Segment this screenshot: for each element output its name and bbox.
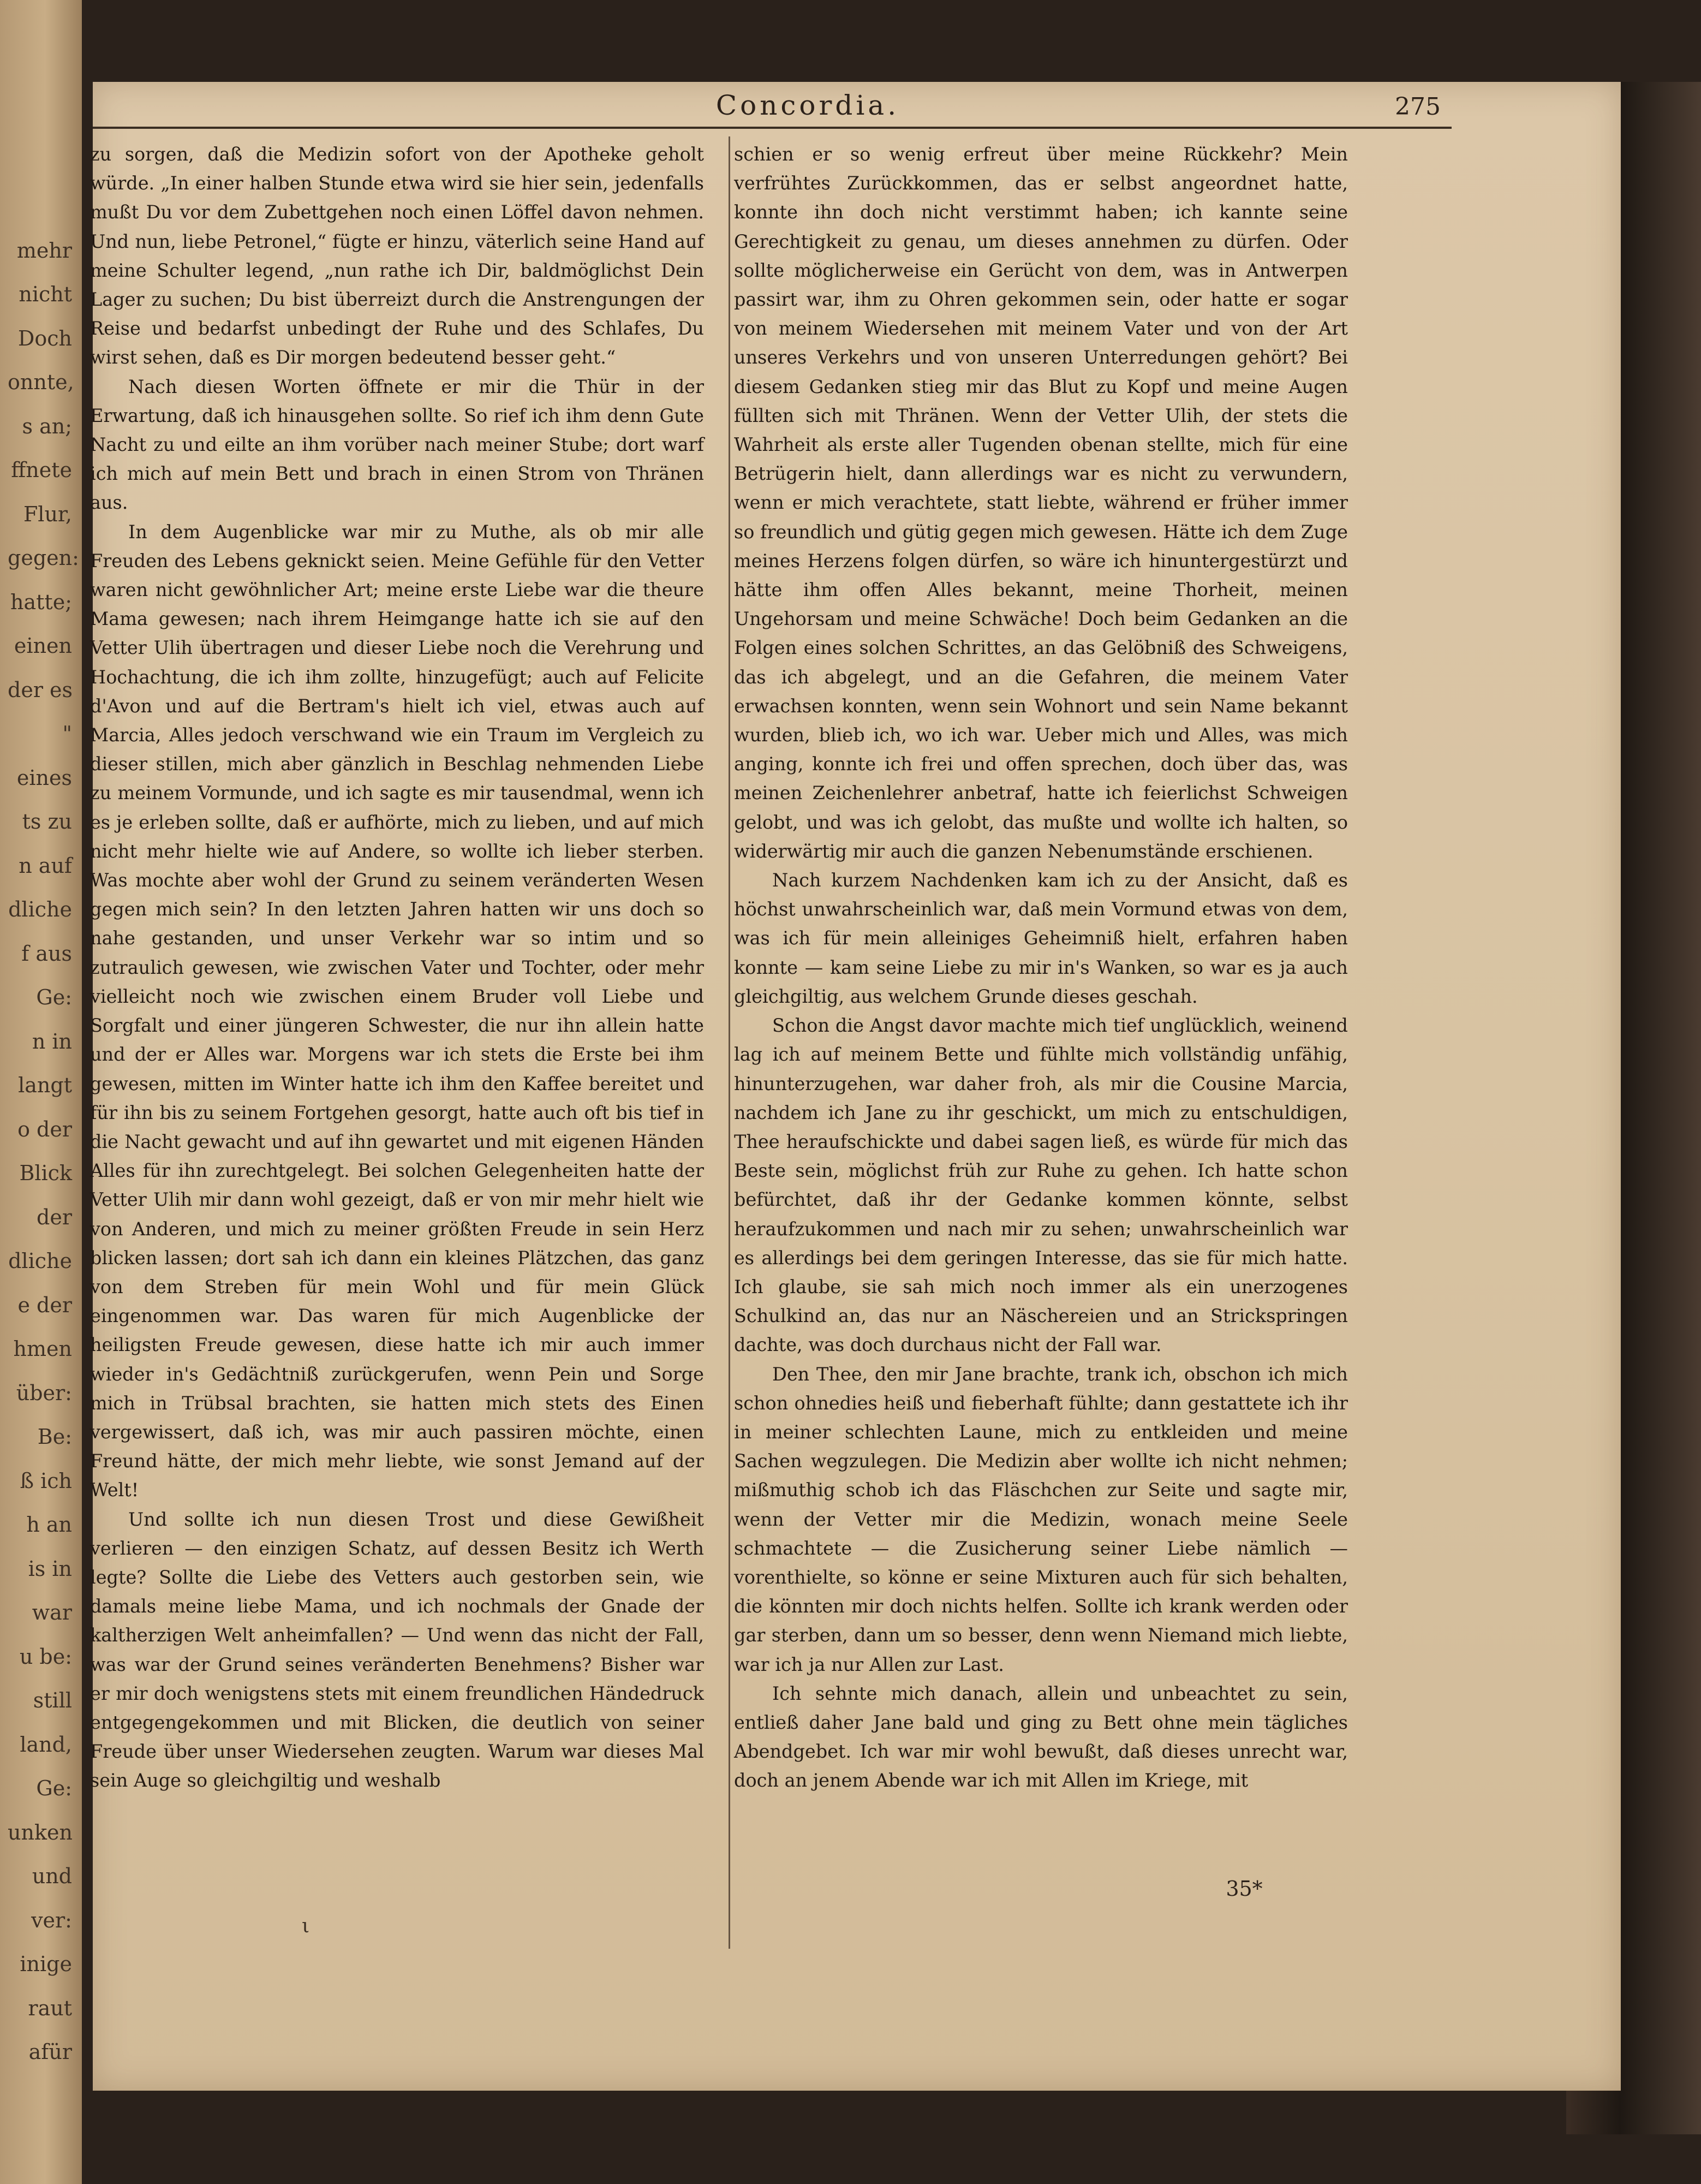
facing-page-word-fragment: der: [37, 1205, 72, 1229]
facing-page-word-fragment: onnte,: [8, 370, 74, 394]
facing-page-word-fragment: f aus: [21, 942, 72, 966]
facing-page-word-fragment: ver:: [31, 1908, 72, 1932]
header-rule: [93, 127, 1452, 129]
facing-page-word-fragment: hmen: [13, 1337, 72, 1361]
facing-page-word-fragment: n in: [32, 1029, 72, 1054]
column-divider: [729, 136, 730, 1949]
facing-page-word-fragment: afür: [28, 2040, 72, 2064]
paragraph: Nach kurzem Nachdenken kam ich zu der Ansicht, daß es höchst unwahrscheinlich war, daß mein Vormund etwas von dem, was ich für mein alleiniges Geheimniß hielt, erfahren haben konnte — kam seine Liebe zu mir in's Wanken, so war es ja auch gleichgiltig, aus welchem Grunde dieses geschah.: [734, 870, 1348, 1007]
paragraph: Ich sehnte mich danach, allein und unbeachtet zu sein, entließ daher Jane bald und ging zu Bett ohne mein tägliches Abendgebet. Ich war mir wohl bewußt, daß dieses unrecht war, doch an jenem Abende war ich mit Allen im Kriege, mit: [734, 1682, 1348, 1792]
facing-page-word-fragment: is in: [28, 1557, 72, 1581]
paragraph: schien er so wenig erfreut über meine Rückkehr? Mein verfrühtes Zurückkommen, das er selbst angeordnet hatte, konnte ihn doch nicht verstimmt haben; ich kannte seine Gerechtigkeit zu genau, um dieses annehmen zu dürfen. Oder sollte möglicherweise ein Gerücht von dem, was in Antwerpen passirt war, ihm zu Ohren gekommen sein, oder hatte er sogar von meinem Wiedersehen mit meinem Vater und von der Art unseres Verkehrs und von unseren Unterredungen gehört? Bei diesem Gedanken stieg mir das Blut zu Kopf und meine Augen füllten sich mit Thränen. Wenn der Vetter Ulih, der stets die Wahrheit als erste aller Tugenden obenan stellte, mich für eine Betrügerin hielt, dann allerdings war es nicht zu verwundern, wenn er mich verachtete, statt liebte, während er früher immer so freundlich und gütig gegen mich gewesen. Hätte ich dem Zuge meines Herzens folgen dürfen, so wäre ich hinuntergestürzt und hätte ihm offen Alles bekannt, meine Thorheit, meinen Ungehorsam und meine Schwäche! Doch beim Gedanken an die Folgen eines solchen Schrittes, an das Gelöbniß des Schweigens, das ich abgelegt, und an die Gefahren, die meinem Vater erwachsen konnten, wenn sein Wohnort und sein Name bekannt wurden, blieb ich, wo ich war. Ueber mich und Alles, was mich anging, konnte ich frei und offen sprechen, doch über das, was meinen Zeichenlehrer anbetraf, hatte ich feierlichst Schweigen gelobt, und was ich gelobt, das mußte und wollte ich halten, so widerwärtig mir auch die ganzen Nebenumstände erschienen.: [734, 144, 1348, 862]
paragraph: Den Thee, den mir Jane brachte, trank ich, obschon ich mich schon ohnedies heiß und fieberhaft fühlte; dann gestattete ich ihr in meiner schlechten Laune, mich zu entkleiden und meine Sachen wegzulegen. Die Medizin aber wollte ich nicht nehmen; mißmuthig schob ich das Fläschchen zur Seite und sagte mir, wenn der Vetter mir die Medizin, wonach meine Seele schmachtete — die Zusicherung seiner Liebe nämlich — vorenthielte, so könne er seine Mixturen auch für sich behalten, die könnten mir doch nichts helfen. Sollte ich krank werden oder gar sterben, dann um so besser, denn wenn Niemand mich liebte, war ich ja nur Allen zur Last.: [734, 1363, 1348, 1675]
paragraph: In dem Augenblicke war mir zu Muthe, als ob mir alle Freuden des Lebens geknickt seien. Meine Gefühle für den Vetter waren nicht gewöhnlicher Art; meine erste Liebe war die theure Mama gewesen; nach ihrem Heimgange hatte ich sie auf den Vetter Ulih übertragen und dieser Liebe noch die Verehrung und Hochachtung, die ich ihm zollte, hinzugefügt; auch auf Felicite d'Avon und auf die Bertram's hielt ich viel, etwas auch auf Marcia, Alles jedoch verschwand wie ein Traum im Vergleich zu dieser stillen, mich aber gänzlich in Beschlag nehmenden Liebe zu meinem Vormunde, und ich sagte es mir tausendmal, wenn ich es je erleben sollte, daß er aufhörte, mich zu lieben, und auf mich nicht mehr hielte wie auf Andere, so wollte ich lieber sterben. Was mochte aber wohl der Grund zu seinem veränderten Wesen gegen mich sein? In den letzten Jahren hatten wir uns doch so nahe gestanden, und unser Verkehr war so intim und so zutraulich gewesen, wie zwischen Vater und Tochter, oder mehr vielleicht noch wie zwischen einem Bruder voll Liebe und Sorgfalt und einer jüngeren Schwester, die nur ihn allein hatte und der er Alles war. Morgens war ich stets die Erste bei ihm gewesen, mitten im Winter hatte ich ihm den Kaffee bereitet und für ihn bis zu seinem Fortgehen gesorgt, hatte auch oft bis tief in die Nacht gewacht und auf ihn gewartet und mit eigenen Händen Alles für ihn zurechtgelegt. Bei solchen Gelegenheiten hatte der Vetter Ulih mir dann wohl gezeigt, daß er von mir mehr hielt wie von Anderen, und mich zu meiner größten Freude in sein Herz blicken lassen; dort sah ich dann ein kleines Plätzchen, das ganz von dem Streben für mein Wohl und für mein Glück eingenommen war. Das waren für mich Augenblicke der heiligsten Freude gewesen, diese hatte ich mir auch immer wieder in's Gedächtniß zurückgerufen, wenn Pein und Sorge mich in Trübsal brachten, sie hatten mich stets des Einen vergewissert, daß ich, was mir auch passiren möchte, einen Freund hätte, der mich mehr liebte, wie sonst Jemand auf der Welt!: [90, 521, 704, 1501]
facing-page-word-fragment: e der: [17, 1293, 72, 1317]
facing-page-word-fragment: h an: [26, 1513, 72, 1537]
facing-page-word-fragment: o der: [17, 1117, 72, 1141]
page-mark: ι: [301, 1915, 310, 1937]
facing-page-word-fragment: n auf: [19, 854, 72, 878]
facing-page-word-fragment: ts zu: [22, 810, 72, 834]
facing-page-word-fragment: gegen:: [8, 546, 79, 570]
facing-page-word-fragment: Blick: [19, 1161, 72, 1185]
facing-page-word-fragment: inige: [20, 1952, 72, 1976]
facing-page-fragment: [0, 0, 82, 2184]
facing-page-word-fragment: Be:: [37, 1425, 72, 1449]
facing-page-word-fragment: über:: [16, 1381, 72, 1405]
facing-page-word-fragment: dliche: [8, 1249, 72, 1273]
page-number: 275: [1395, 93, 1441, 121]
facing-page-word-fragment: unken: [8, 1820, 73, 1844]
paragraph: zu sorgen, daß die Medizin sofort von der Apotheke geholt würde. „In einer halben Stunde etwa wird sie hier sein, jedenfalls mußt Du vor dem Zubettgehen noch einen Löffel davon nehmen. Und nun, liebe Petronel,“ fügte er hinzu, väterlich seine Hand auf meine Schulter legend, „nun rathe ich Dir, baldmöglichst Dein Lager zu suchen; Du bist überreizt durch die Anstrengungen der Reise und bedarfst unbedingt der Ruhe und des Schlafes, Du wirst sehen, daß es Dir morgen bedeutend besser geht.“: [90, 144, 704, 368]
facing-page-word-fragment: nicht: [19, 282, 72, 306]
facing-page-word-fragment: langt: [18, 1073, 72, 1097]
facing-page-word-fragment: ": [62, 722, 72, 746]
facing-page-word-fragment: Doch: [17, 326, 72, 350]
running-title: Concordia.: [715, 90, 900, 121]
facing-page-word-fragment: still: [33, 1688, 72, 1712]
facing-page-word-fragment: der es: [8, 678, 73, 702]
facing-page-word-fragment: raut: [28, 1996, 72, 2020]
facing-page-word-fragment: eines: [16, 766, 72, 790]
text-column-left: [90, 140, 704, 1795]
facing-page-word-fragment: u be:: [19, 1645, 72, 1669]
facing-page-word-fragment: war: [32, 1600, 72, 1624]
facing-page-word-fragment: land,: [20, 1733, 72, 1757]
facing-page-word-fragment: dliche: [8, 897, 72, 921]
facing-page-word-fragment: Flur,: [23, 502, 72, 526]
paragraph: Nach diesen Worten öffnete er mir die Thür in der Erwartung, daß ich hinausgehen sollte. So rief ich ihm denn Gute Nacht zu und eilte an ihm vorüber nach meiner Stube; dort warf ich mich auf mein Bett und brach in einen Strom von Thränen aus.: [90, 376, 704, 514]
paragraph: Und sollte ich nun diesen Trost und diese Gewißheit verlieren — den einzigen Schatz, auf dessen Besitz ich Werth legte? Sollte die Liebe des Vetters auch gestorben sein, wie damals meine liebe Mama, und ich nochmals der Gnade der kaltherzigen Welt anheimfallen? — Und wenn das nicht der Fall, was war der Grund seines veränderten Benehmens? Bisher war er mir doch wenigstens stets mit einem freundlichen Händedruck entgegengekommen und mit Blicken, die deutlich von seiner Freude über unser Wiedersehen zeugten. Warum war dieses Mal sein Auge so gleichgiltig und weshalb: [90, 1508, 704, 1792]
facing-page-word-fragment: Ge:: [36, 985, 72, 1009]
text-column-right: [734, 140, 1348, 1795]
printer-signature: 35*: [1226, 1877, 1263, 1901]
facing-page-word-fragment: hatte;: [10, 590, 72, 614]
facing-page-word-fragment: und: [32, 1864, 72, 1888]
facing-page-word-fragment: einen: [14, 634, 72, 658]
paragraph: Schon die Angst davor machte mich tief unglücklich, weinend lag ich auf meinem Bette und fühlte mich vollständig unfähig, hinunterzugehen, war daher froh, als mir die Cousine Marcia, nachdem ich Jane zu ihr geschickt, um mich zu entschuldigen, Thee heraufschickte und dabei sagen ließ, es würde für mich das Beste sein, möglichst früh zur Ruhe zu gehen. Ich hatte schon befürchtet, daß ihr der Gedanke kommen könnte, selbst heraufzukommen und nach mir zu sehen; unwahrscheinlich war es allerdings bei dem geringen Interesse, das sie für mich hatte. Ich glaube, sie sah mich noch immer als ein unerzogenes Schulkind an, das nur an Näschereien und an Strickspringen dachte, was doch durchaus nicht der Fall war.: [734, 1015, 1348, 1356]
facing-page-word-fragment: Ge:: [36, 1776, 72, 1800]
facing-page-word-fragment: s an;: [22, 414, 72, 438]
facing-page-word-fragment: ffnete: [11, 458, 72, 482]
facing-page-word-fragment: mehr: [16, 239, 72, 263]
facing-page-word-fragment: ß ich: [20, 1469, 72, 1493]
